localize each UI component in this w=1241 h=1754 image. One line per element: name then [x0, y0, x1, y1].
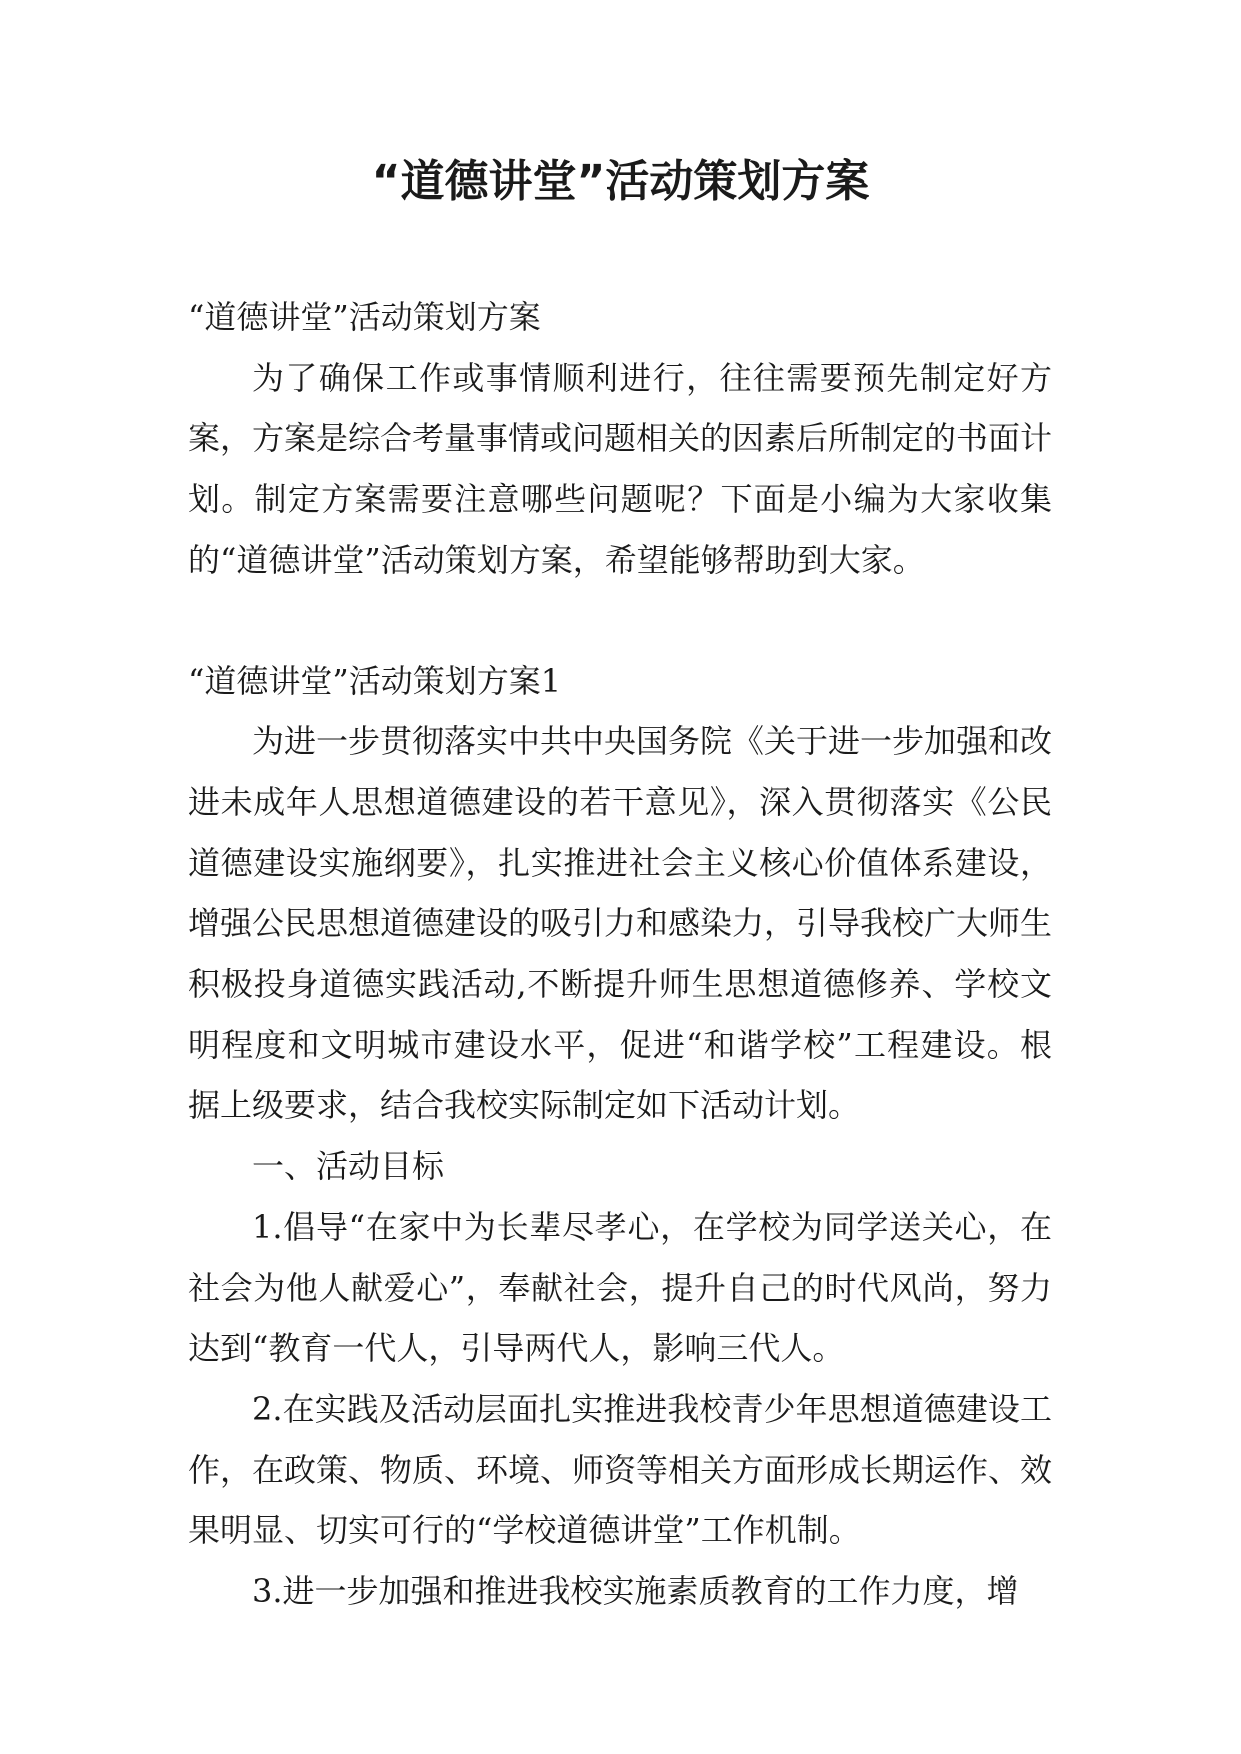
goal-item-3: 3.进一步加强和推进我校实施素质教育的工作力度，增 [252, 1572, 1019, 1611]
paragraph-gap [188, 591, 1052, 651]
document-subtitle: “道德讲堂”活动策划方案 [188, 298, 541, 336]
goals-heading: 一、活动目标 [252, 1147, 445, 1186]
section-paragraph: 为进一步贯彻落实中共中央国务院《关于进一步加强和改进未成年人思想道德建设的若干意见》，深入贯彻落实《公民道德建设实施纲要》，扎实推进社会主义核心价值体系建设，增强公民思想道德建设的吸引力和感染力，引导我校广大师生积极投身道德实践活动,不断提升师生思想道德修养、学校文明程度和文明城市建设水平，促进“和谐学校”工程建设。根据上级要求，结合我校实际制定如下活动计划。 [188, 722, 1053, 1125]
intro-paragraph: 为了确保工作或事情顺利进行，往往需要预先制定好方案，方案是综合考量事情或问题相关的因素后所制定的书面计划。制定方案需要注意哪些问题呢？下面是小编为大家收集的“道德讲堂”活动策划方案，希望能够帮助到大家。 [188, 358, 1053, 579]
document-body [188, 287, 1052, 1622]
goal-item-2: 2.在实践及活动层面扎实推进我校青少年思想道德建设工作，在政策、物质、环境、师资等相关方面形成长期运作、效果明显、切实可行的“学校道德讲堂”工作机制。 [188, 1389, 1053, 1550]
goal-item-1: 1.倡导“在家中为长辈尽孝心，在学校为同学送关心，在社会为他人献爱心”，奉献社会，提升自己的时代风尚，努力达到“教育一代人，引导两代人，影响三代人。 [188, 1207, 1052, 1368]
page-title: “道德讲堂”活动策划方案 [371, 156, 870, 207]
section-heading: “道德讲堂”活动策划方案1 [188, 661, 562, 700]
